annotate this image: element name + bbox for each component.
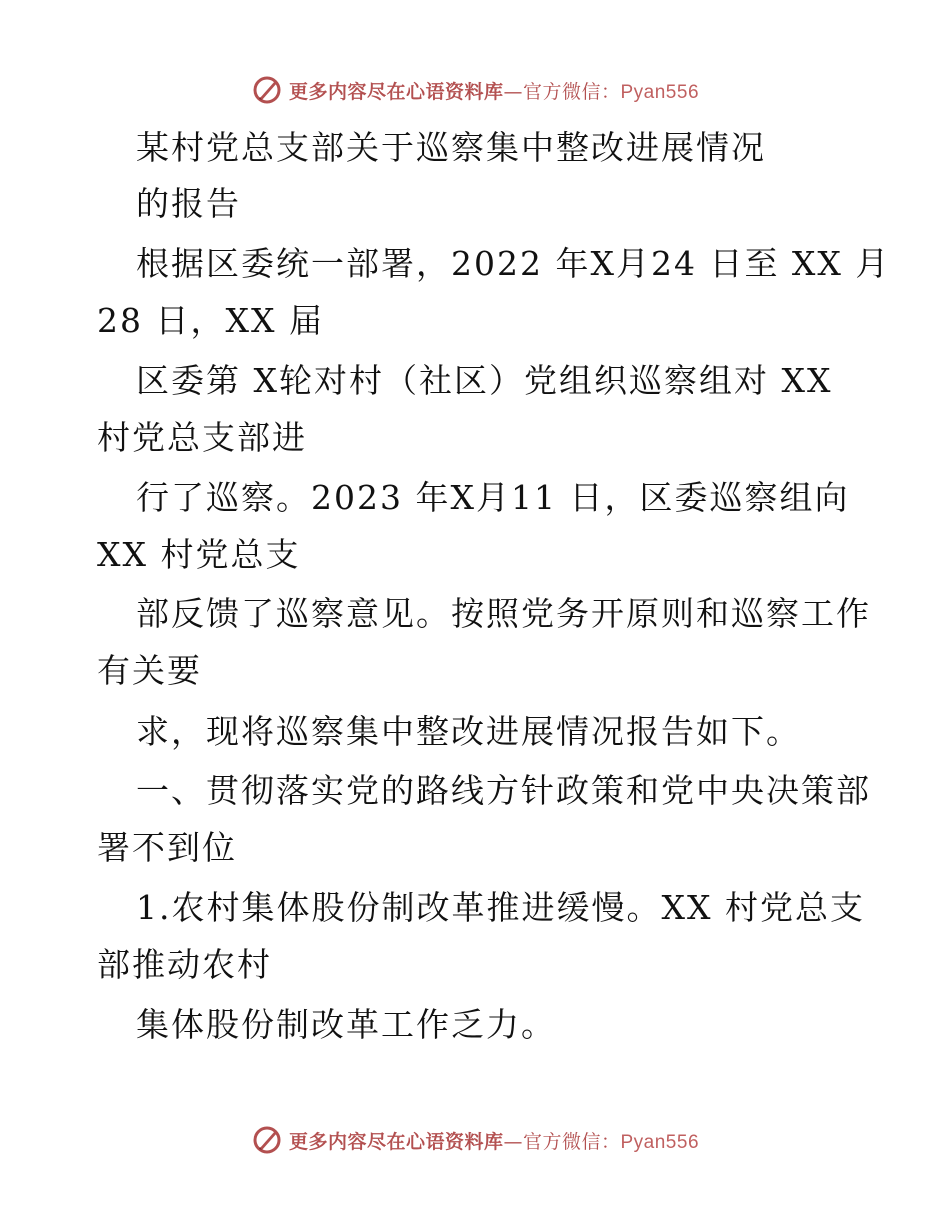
watermark-text	[289, 1127, 699, 1154]
doc-section-heading: 一、贯彻落实党的路线方针政策和党中央决策部	[136, 771, 871, 810]
doc-paragraph-line: 村党总支部进	[97, 418, 307, 457]
watermark-wechat-id: Pyan556	[620, 1131, 700, 1153]
watermark-wechat-id: Pyan556	[620, 81, 700, 103]
watermark-brand: 更多内容尽在心语资料库	[288, 80, 504, 103]
quill-pen-circle-icon	[251, 1124, 283, 1156]
watermark-dash: —	[503, 80, 523, 103]
doc-paragraph-line: 28 日，XX 届	[97, 301, 324, 340]
watermark-label: 官方微信：	[522, 1130, 621, 1153]
doc-paragraph-line: 集体股份制改革工作乏力。	[136, 1005, 556, 1044]
doc-section-heading: 署不到位	[97, 828, 237, 867]
doc-paragraph-line: 部推动农村	[97, 945, 272, 984]
doc-paragraph-line: 行了巡察。2023 年X月11 日，区委巡察组向	[136, 478, 850, 517]
doc-paragraph-line: 求，现将巡察集中整改进展情况报告如下。	[136, 712, 801, 751]
footer-watermark	[0, 1120, 950, 1160]
watermark-dash: —	[503, 1130, 523, 1153]
doc-paragraph-line: 根据区委统一部署，2022 年X月24 日至 XX 月	[136, 244, 891, 283]
watermark-brand: 更多内容尽在心语资料库	[288, 1130, 504, 1153]
watermark-label: 官方微信：	[522, 80, 621, 103]
doc-paragraph-line: 有关要	[97, 651, 202, 690]
doc-title-line-2: 的报告	[136, 184, 241, 223]
doc-paragraph-line: XX 村党总支	[97, 535, 301, 574]
doc-paragraph-line: 区委第 X轮对村（社区）党组织巡察组对 XX	[136, 361, 833, 400]
doc-paragraph-line: 部反馈了巡察意见。按照党务开原则和巡察工作	[136, 594, 871, 633]
doc-title-line-1: 某村党总支部关于巡察集中整改进展情况	[136, 128, 766, 167]
doc-paragraph-line: 1.农村集体股份制改革推进缓慢。XX 村党总支	[136, 888, 865, 927]
